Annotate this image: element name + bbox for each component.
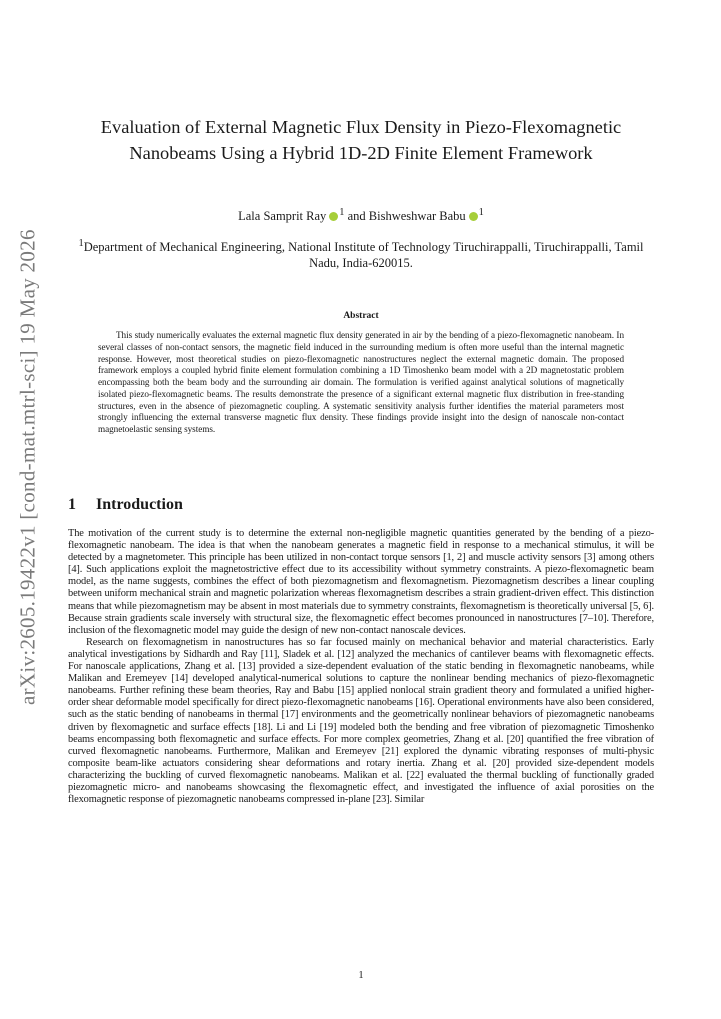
affiliation-marker: 1 [78,238,84,249]
author-line [68,205,654,224]
arxiv-identifier-stamp: arXiv:2605.19422v1 [cond-mat.mtrl-sci] 19 May 2026 [15,229,40,706]
paper-title: Evaluation of External Magnetic Flux Density in Piezo-Flexomagnetic Nanobeams Using a Hybrid 1D-2D Finite Element Framework [100,117,622,163]
section-title: Introduction [96,496,183,513]
author-connector: and [344,209,369,224]
section-body [68,528,654,806]
orcid-icon[interactable] [469,212,478,221]
section-heading [68,496,654,514]
page-number: 1 [358,970,364,981]
orcid-icon[interactable] [329,212,338,221]
abstract-text: This study numerically evaluates the external magnetic flux density generated in air by the bending of a piezo-flexomagnetic nanobeam. In several classes of non-contact sensors, the magnetic field induced in the surrounding medium is often more useful than the internal magnetic response. However, most theoretical studies on piezo-flexomagnetic nanostructures neglect the external magnetic domain. The proposed framework employs a coupled hybrid finite element formulation combining a 1D Timoshenko beam model with a 2D magnetostatic problem encompassing both the beam body and the surrounding air domain. The formulation is verified against analytical solutions of magnetically isolated piezo-flexomagnetic beams. The results demonstrate the presence of a significant external magnetic flux distribution in free-standing structures, even in the absence of piezomagnetic coupling. A systematic sensitivity analysis further identifies the material parameters most strongly influencing the external transverse magnetic flux density. These findings provide insight into the design of nanoscale non-contact magnetoelastic sensing systems. [98,330,624,434]
affiliation [68,236,654,271]
author-name[interactable]: Bishweshwar Babu [368,209,466,224]
affiliation-text: Department of Mechanical Engineering, National Institute of Technology Tiruchirappalli, Tiruchirappalli, Tamil Nadu, India-620015. [83,240,644,271]
affiliation-marker: 1 [478,207,484,218]
affiliation-marker: 1 [339,207,345,218]
abstract-heading: Abstract [343,311,379,321]
section-number: 1 [68,496,76,513]
body-paragraph: Research on flexomagnetism in nanostructures has so far focused mainly on mechanical behavior and material characteristics. Early analytical investigations by Sidhardh and Ray [11], Sladek et al. [12] analyzed the mechanics of cantilever beams with flexomagnetic effects. For nanoscale applications, Zhang et al. [13] provided a size-dependent evaluation of the static bending in flexomagnetic nanobeams, while Malikan and Eremeyev [14] developed analytical-numerical solutions to capture the nonlinear bending mechanics of piezo-flexomagnetic nanobeams. Further refining these beam theories, Ray and Babu [15] applied nonlocal strain gradient theory and formulated a unified higher-order shear deformable model specifically for direct piezo-flexomagnetic nanobeams [16]. Operational environments have also been considered, such as the static bending of nanobeams in thermal [17] environments and the geometrically nonlinear behaviors of piezomagnetic nanobeams driven by flexomagnetic and surface effects [18]. Li and Li [19] modeled both the bending and free vibration of piezomagnetic Timoshenko beams encompassing both flexomagnetic and surface effects. For more complex geometries, Zhang et al. [20] quantified the free vibration of curved flexomagnetic nanobeams. Furthermore, Malikan and Eremeyev [21] explored the dynamic vibrating responses of multi-physic composite beam-like actuators considering shear deformations and rotary inertia. Zhang et al. [20] provided size-dependent models characterizing the buckling of curved flexomagnetic nanobeams. Malikan et al. [22] evaluated the thermal buckling of functionally graded piezomagnetic micro- and nanobeams showcasing the flexomagnetic effect, and investigated the influence of axial porosities on the flexomagnetic response of piezomagnetic nanobeams compressed in-plane [23]. Similar [68,636,654,806]
author-name[interactable]: Lala Samprit Ray [238,209,327,224]
body-paragraph: The motivation of the current study is to determine the external non-negligible magnetic quantities generated by the bending of a piezo-flexomagnetic nanobeam. The idea is that when the nanobeam generates a magnetic field in response to a mechanical stimulus, it will be detected by a magnetometer. This principle has been utilized in non-contact torque sensors [1, 2] and muscle activity sensors [3] among others [4]. Such applications exploit the magnetostrictive effect due to its accessibility without symmetry constraints. A piezo-flexomagnetic beam model, as the name suggests, combines the effect of both piezomagnetism and flexomagnetism. Piezomagnetism describes a linear coupling between uniform mechanical strain and magnetic polarization whereas flexomagnetism describes a strain gradient-driven effect. This distinction means that while piezomagnetism may be absent in most materials due to symmetry constraints, flexomagnetism is theoretically universal [5, 6]. Because strain gradients scale inversely with structural size, the flexomagnetic effect becomes pronounced in nanostructures [7–10]. Therefore, inclusion of the flexomagnetic model may guide the design of new non-contact nanoscale devices. [68,528,654,636]
